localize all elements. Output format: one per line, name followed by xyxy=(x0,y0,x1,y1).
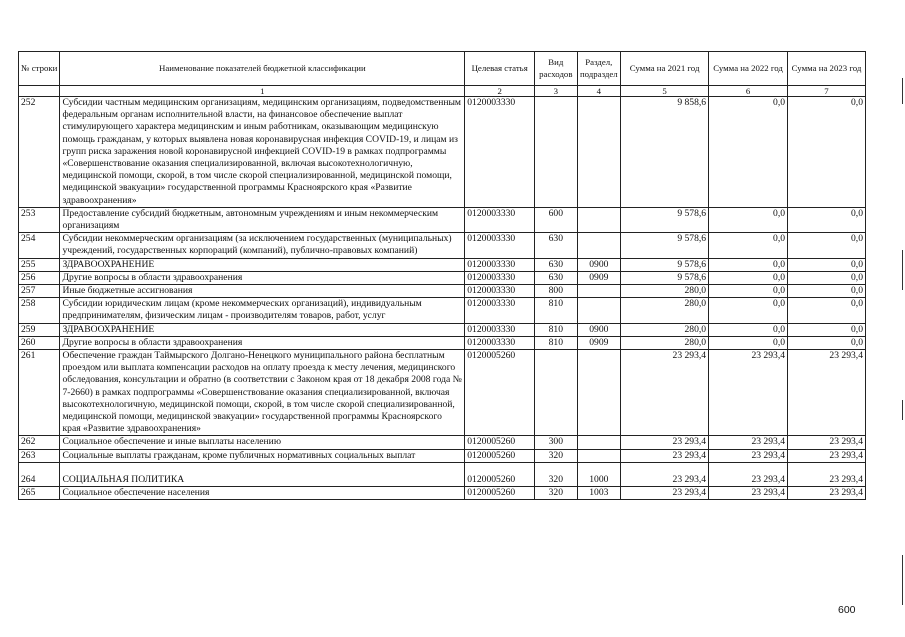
sum-2022: 23 293,4 xyxy=(709,486,788,499)
target-code: 0120005260 xyxy=(465,486,535,499)
row-number: 262 xyxy=(19,436,60,449)
column-number: 5 xyxy=(621,86,709,97)
row-name: Субсидии юридическим лицам (кроме некоммерческих организаций), индивидуальным предпринимателям, физическим лицам - производителям товаров, работ, услуг xyxy=(60,298,465,323)
row-number: 252 xyxy=(19,97,60,208)
table-row xyxy=(19,323,866,336)
target-code: 0120005260 xyxy=(465,436,535,449)
row-number: 256 xyxy=(19,271,60,284)
sum-2021: 280,0 xyxy=(621,298,709,323)
target-code: 0120003330 xyxy=(465,323,535,336)
table-row xyxy=(19,233,866,258)
header-sum-2021: Сумма на 2021 год xyxy=(621,52,709,86)
row-number: 257 xyxy=(19,285,60,298)
column-number: 7 xyxy=(788,86,866,97)
row-name: Обеспечение граждан Таймырского Долгано-Ненецкого муниципального района бесплатным проездом или выплата компенсации расходов на оплату проезда к месту лечения, медицинского обследования, консультации и обратно (в соответствии с Законом края от 18 декабря 2008 года № 7-2660) в рамках подпрограммы «Совершенствование оказания специализированной, включая высокотехнологичную, медицинской помощи, скорой, в том числе скорой специализированной, медицинской помощи, медицинской эвакуации» государственной программы Красноярского края «Развитие здравоохранения» xyxy=(60,350,465,436)
sum-2021: 280,0 xyxy=(621,323,709,336)
expense-type: 320 xyxy=(535,462,578,486)
row-name: Социальные выплаты гражданам, кроме публичных нормативных социальных выплат xyxy=(60,449,465,462)
target-code: 0120003330 xyxy=(465,97,535,208)
header-sum-2022: Сумма на 2022 год xyxy=(709,52,788,86)
target-code: 0120003330 xyxy=(465,233,535,258)
row-name: Другие вопросы в области здравоохранения xyxy=(60,271,465,284)
sum-2022: 0,0 xyxy=(709,336,788,349)
sum-2021: 9 578,6 xyxy=(621,258,709,271)
table-row xyxy=(19,207,866,232)
table-row xyxy=(19,486,866,499)
sum-2022: 0,0 xyxy=(709,298,788,323)
sum-2023: 23 293,4 xyxy=(788,350,866,436)
expense-type: 630 xyxy=(535,271,578,284)
table-row xyxy=(19,449,866,462)
header-name: Наименование показателей бюджетной классификации xyxy=(60,52,465,86)
section-code xyxy=(577,436,621,449)
expense-type: 810 xyxy=(535,298,578,323)
expense-type: 600 xyxy=(535,207,578,232)
sum-2022: 23 293,4 xyxy=(709,449,788,462)
header-row xyxy=(19,52,866,86)
sum-2021: 23 293,4 xyxy=(621,350,709,436)
target-code: 0120003330 xyxy=(465,207,535,232)
table-row xyxy=(19,350,866,436)
sum-2021: 280,0 xyxy=(621,336,709,349)
table-row xyxy=(19,436,866,449)
header-type: Вид расходов xyxy=(535,52,578,86)
table-row xyxy=(19,285,866,298)
row-number: 261 xyxy=(19,350,60,436)
section-code: 0900 xyxy=(577,258,621,271)
scan-edge-mark xyxy=(902,400,903,420)
expense-type: 630 xyxy=(535,258,578,271)
table-body xyxy=(19,97,866,500)
table-row xyxy=(19,462,866,486)
header-row-no: № строки xyxy=(19,52,60,86)
section-code xyxy=(577,233,621,258)
column-number: 2 xyxy=(465,86,535,97)
target-code: 0120003330 xyxy=(465,271,535,284)
header-sum-2023: Сумма на 2023 год xyxy=(788,52,866,86)
section-code: 0909 xyxy=(577,271,621,284)
column-number: 4 xyxy=(577,86,621,97)
row-number: 264 xyxy=(19,462,60,486)
sum-2021: 23 293,4 xyxy=(621,486,709,499)
sum-2021: 9 578,6 xyxy=(621,233,709,258)
row-number: 253 xyxy=(19,207,60,232)
sum-2023: 23 293,4 xyxy=(788,449,866,462)
section-code xyxy=(577,350,621,436)
column-number: 1 xyxy=(60,86,465,97)
sum-2023: 0,0 xyxy=(788,97,866,208)
row-name: СОЦИАЛЬНАЯ ПОЛИТИКА xyxy=(60,462,465,486)
sum-2023: 23 293,4 xyxy=(788,462,866,486)
sum-2022: 23 293,4 xyxy=(709,350,788,436)
section-code xyxy=(577,298,621,323)
target-code: 0120005260 xyxy=(465,462,535,486)
column-number xyxy=(19,86,60,97)
row-number: 265 xyxy=(19,486,60,499)
row-number: 258 xyxy=(19,298,60,323)
row-name: ЗДРАВООХРАНЕНИЕ xyxy=(60,258,465,271)
section-code xyxy=(577,285,621,298)
sum-2022: 0,0 xyxy=(709,323,788,336)
sum-2021: 9 858,6 xyxy=(621,97,709,208)
row-name: Субсидии частным медицинским организациям, медицинским организациям, подведомственным федеральным органам исполнительной власти, на финансовое обеспечение выплат стимулирующего характера медицинским и иным работникам, оказывающим медицинскую помощь гражданам, у которых выявлена новая коронавирусная инфекция COVID-19, и лицам из групп риска заражения новой коронавирусной инфекцией COVID-19 в рамках подпрограммы «Совершенствование оказания специализированной, включая высокотехнологичную, медицинской помощи, скорой, в том числе скорой специализированной, медицинской помощи, медицинской эвакуации» государственной программы Красноярского края «Развитие здравоохранения» xyxy=(60,97,465,208)
scan-edge-mark xyxy=(902,78,903,104)
sum-2021: 280,0 xyxy=(621,285,709,298)
expense-type: 300 xyxy=(535,436,578,449)
expense-type: 810 xyxy=(535,336,578,349)
sum-2023: 23 293,4 xyxy=(788,486,866,499)
target-code: 0120005260 xyxy=(465,350,535,436)
table-row xyxy=(19,271,866,284)
sum-2022: 23 293,4 xyxy=(709,462,788,486)
expense-type: 810 xyxy=(535,323,578,336)
budget-table xyxy=(18,51,866,500)
row-number: 263 xyxy=(19,449,60,462)
sum-2021: 23 293,4 xyxy=(621,462,709,486)
section-code xyxy=(577,449,621,462)
table-row xyxy=(19,336,866,349)
table-row xyxy=(19,97,866,208)
sum-2023: 23 293,4 xyxy=(788,436,866,449)
column-number: 6 xyxy=(709,86,788,97)
row-number: 259 xyxy=(19,323,60,336)
sum-2023: 0,0 xyxy=(788,271,866,284)
section-code: 0900 xyxy=(577,323,621,336)
sum-2023: 0,0 xyxy=(788,336,866,349)
expense-type: 320 xyxy=(535,486,578,499)
section-code: 1000 xyxy=(577,462,621,486)
page-number: 600 xyxy=(838,604,856,616)
sum-2022: 23 293,4 xyxy=(709,436,788,449)
header-target: Целевая статья xyxy=(465,52,535,86)
row-name: Социальное обеспечение и иные выплаты населению xyxy=(60,436,465,449)
target-code: 0120003330 xyxy=(465,336,535,349)
row-name: Иные бюджетные ассигнования xyxy=(60,285,465,298)
sum-2021: 23 293,4 xyxy=(621,436,709,449)
sum-2021: 9 578,6 xyxy=(621,207,709,232)
sum-2023: 0,0 xyxy=(788,285,866,298)
row-number: 260 xyxy=(19,336,60,349)
section-code: 1003 xyxy=(577,486,621,499)
row-number: 254 xyxy=(19,233,60,258)
expense-type xyxy=(535,97,578,208)
row-name: Социальное обеспечение населения xyxy=(60,486,465,499)
column-number: 3 xyxy=(535,86,578,97)
header-section: Раздел, подраздел xyxy=(577,52,621,86)
table-row xyxy=(19,258,866,271)
sum-2022: 0,0 xyxy=(709,285,788,298)
sum-2023: 0,0 xyxy=(788,258,866,271)
scan-edge-mark xyxy=(902,555,903,605)
section-code xyxy=(577,97,621,208)
expense-type: 320 xyxy=(535,449,578,462)
row-name: ЗДРАВООХРАНЕНИЕ xyxy=(60,323,465,336)
sum-2021: 9 578,6 xyxy=(621,271,709,284)
sum-2021: 23 293,4 xyxy=(621,449,709,462)
target-code: 0120003330 xyxy=(465,285,535,298)
sum-2022: 0,0 xyxy=(709,97,788,208)
section-code: 0909 xyxy=(577,336,621,349)
scan-edge-mark xyxy=(902,250,903,290)
sum-2023: 0,0 xyxy=(788,298,866,323)
expense-type xyxy=(535,350,578,436)
row-name: Другие вопросы в области здравоохранения xyxy=(60,336,465,349)
sum-2022: 0,0 xyxy=(709,258,788,271)
sum-2022: 0,0 xyxy=(709,233,788,258)
sum-2023: 0,0 xyxy=(788,207,866,232)
section-code xyxy=(577,207,621,232)
sum-2023: 0,0 xyxy=(788,323,866,336)
column-number-row xyxy=(19,86,866,97)
row-number: 255 xyxy=(19,258,60,271)
row-name: Предоставление субсидий бюджетным, автономным учреждениям и иным некоммерческим организациям xyxy=(60,207,465,232)
row-name: Субсидии некоммерческим организациям (за исключением государственных (муниципальных) учреждений, государственных корпораций (компаний), публично-правовых компаний) xyxy=(60,233,465,258)
sum-2022: 0,0 xyxy=(709,207,788,232)
target-code: 0120003330 xyxy=(465,298,535,323)
sum-2023: 0,0 xyxy=(788,233,866,258)
expense-type: 800 xyxy=(535,285,578,298)
table-row xyxy=(19,298,866,323)
target-code: 0120005260 xyxy=(465,449,535,462)
target-code: 0120003330 xyxy=(465,258,535,271)
sum-2022: 0,0 xyxy=(709,271,788,284)
expense-type: 630 xyxy=(535,233,578,258)
